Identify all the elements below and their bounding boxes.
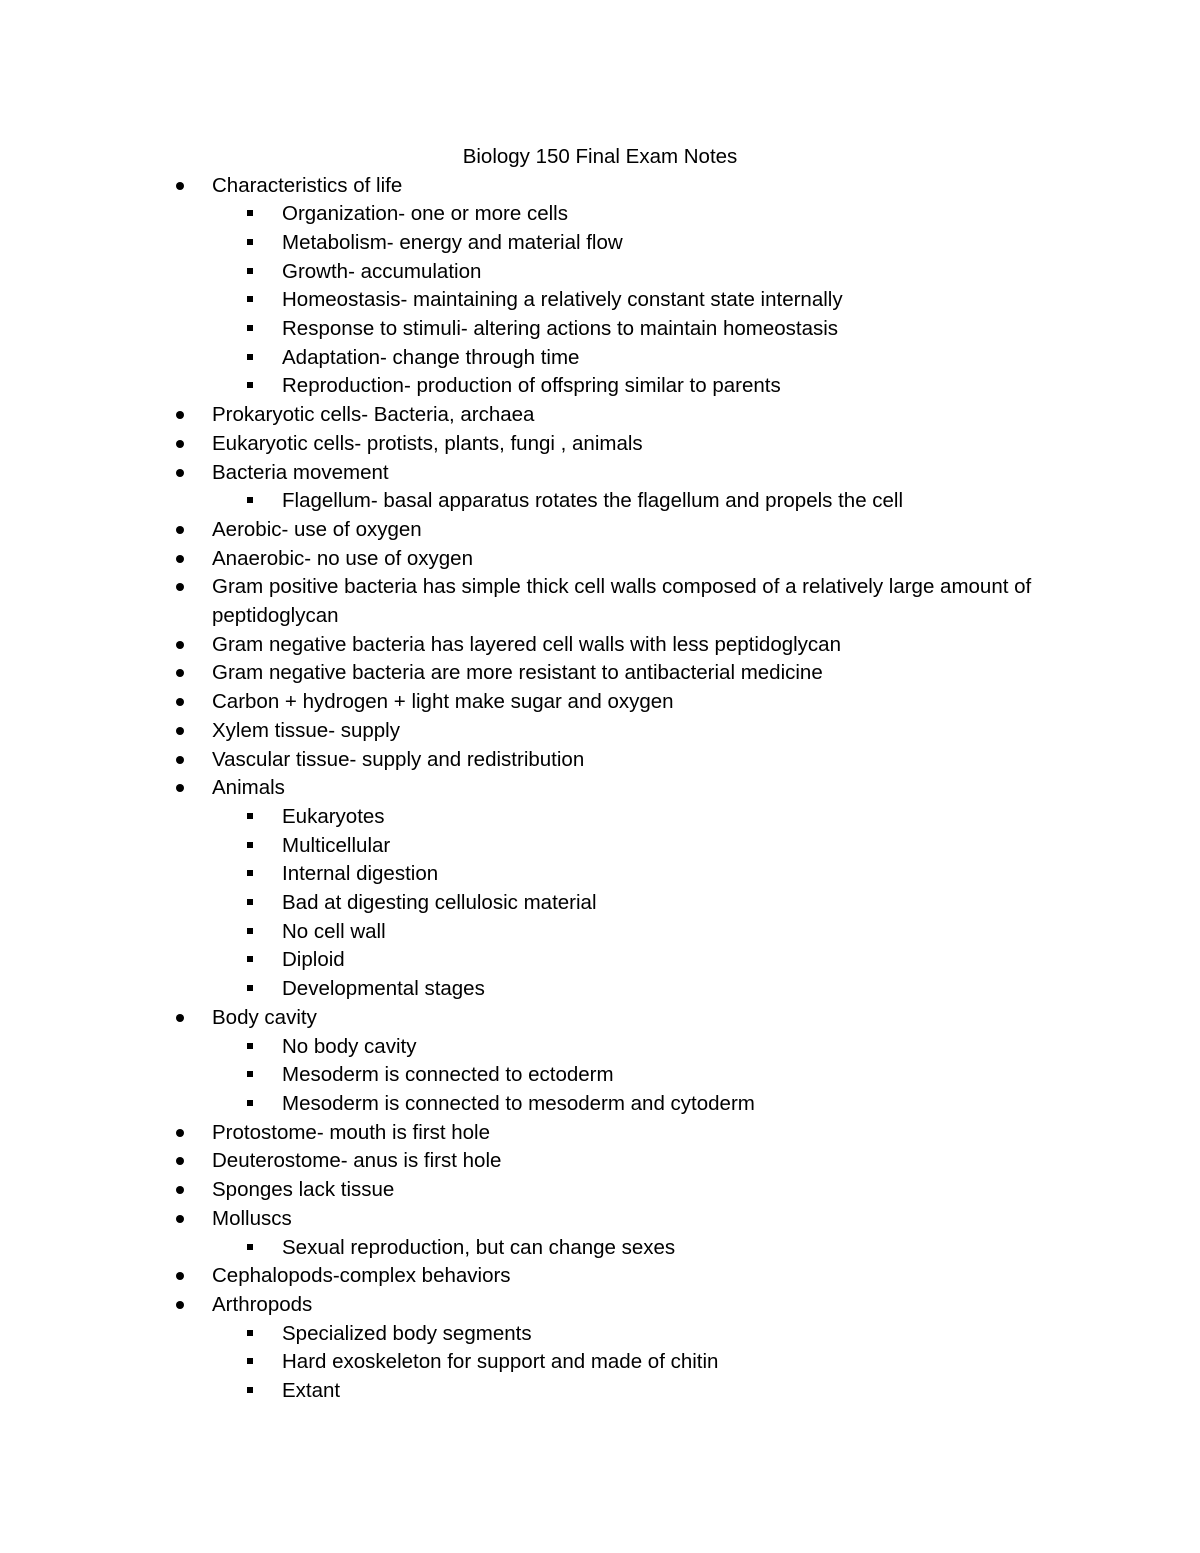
list-subitem-text: Mesoderm is connected to mesoderm and cytoderm (282, 1092, 755, 1115)
list-subitem-text: Developmental stages (282, 977, 485, 1001)
list-item (0, 1291, 1200, 1320)
list-item (0, 401, 1200, 430)
list-item-text: Vascular tissue- supply and redistribution (212, 747, 585, 771)
list-subitem-text: Metabolism- energy and material flow (282, 230, 623, 254)
list-subitem (0, 946, 1200, 975)
bullet-square-icon (247, 325, 253, 331)
list-item (0, 1262, 1200, 1291)
list-item-text: Gram negative bacteria are more resistant to antibacterial medicine (212, 661, 823, 685)
bullet-square-icon (247, 1043, 253, 1049)
list-item-text: Eukaryotic cells- protists, plants, fungi , animals (212, 431, 643, 455)
list-item-text: Prokaryotic cells- Bacteria, archaea (212, 403, 535, 427)
list-item-text: Body cavity (212, 1005, 317, 1029)
list-subitem-text: Multicellular (282, 833, 391, 857)
list-item-text: Bacteria movement (212, 460, 389, 484)
bullet-dot-icon (176, 526, 184, 534)
list-subitem (0, 918, 1200, 947)
bullet-dot-icon (176, 583, 184, 591)
bullet-dot-icon (176, 784, 184, 792)
bullet-square-icon (247, 354, 253, 360)
bullet-square-icon (247, 1244, 253, 1250)
bullet-square-icon (247, 985, 253, 991)
bullet-square-icon (247, 870, 253, 876)
bullet-dot-icon (176, 411, 184, 419)
list-subitem-text: Adaptation- change through time (282, 345, 580, 369)
list-subitem-text: Internal digestion (282, 862, 439, 886)
list-subitem (0, 1348, 1200, 1377)
list-item-text: Aerobic- use of oxygen (212, 517, 422, 541)
list-item-text: Sponges lack tissue (212, 1178, 395, 1202)
bullet-square-icon (247, 268, 253, 274)
bullet-dot-icon (176, 698, 184, 706)
list-subitem (0, 372, 1200, 401)
list-item-text: Gram negative bacteria has layered cell walls with less peptidoglycan (212, 632, 841, 656)
bullet-dot-icon (176, 1272, 184, 1280)
notes-list (0, 172, 1200, 1406)
list-item-text: Cephalopods-complex behaviors (212, 1264, 511, 1288)
list-subitem-text: Mesoderm is connected to ectoderm (282, 1063, 614, 1087)
list-item (0, 1176, 1200, 1205)
list-subitem (0, 315, 1200, 344)
list-item-text: Deuterostome- anus is first hole (212, 1149, 502, 1173)
bullet-square-icon (247, 1100, 253, 1106)
bullet-dot-icon (176, 555, 184, 563)
list-subitem-text: Homeostasis- maintaining a relatively constant state internally (282, 288, 843, 312)
bullet-square-icon (247, 1071, 253, 1077)
bullet-dot-icon (176, 469, 184, 477)
list-subitem (0, 258, 1200, 287)
list-subitem-text: Flagellum- basal apparatus rotates the flagellum and propels the cell (282, 489, 904, 513)
list-item (0, 430, 1200, 459)
list-subitem-text: Sexual reproduction, but can change sexes (282, 1235, 676, 1259)
list-subitem (0, 487, 1200, 516)
list-item (0, 1004, 1200, 1033)
list-subitem-text: No body cavity (282, 1034, 417, 1058)
list-subitem (0, 229, 1200, 258)
list-item-text: Anaerobic- no use of oxygen (212, 546, 473, 570)
bullet-dot-icon (176, 641, 184, 649)
bullet-dot-icon (176, 1186, 184, 1194)
list-subitem (0, 1377, 1200, 1406)
list-subitem (0, 860, 1200, 889)
bullet-square-icon (247, 813, 253, 819)
bullet-square-icon (247, 1330, 253, 1336)
list-subitem-text: Organization- one or more cells (282, 202, 568, 226)
list-item (0, 516, 1200, 545)
list-subitem (0, 1033, 1200, 1062)
list-item-text: Gram positive bacteria has simple thick cell walls composed of a relatively large amount of peptidoglycan (212, 575, 1032, 628)
list-item (0, 774, 1200, 803)
list-item (0, 746, 1200, 775)
list-subitem-text: Growth- accumulation (282, 259, 482, 283)
bullet-square-icon (247, 899, 253, 905)
list-item (0, 573, 1200, 630)
list-subitem-text: Bad at digesting cellulosic material (282, 891, 597, 915)
list-subitem (0, 803, 1200, 832)
list-item (0, 1119, 1200, 1148)
bullet-square-icon (247, 842, 253, 848)
list-subitem (0, 1061, 1200, 1090)
bullet-dot-icon (176, 1301, 184, 1309)
list-item-text: Characteristics of life (212, 173, 403, 197)
bullet-square-icon (247, 210, 253, 216)
bullet-square-icon (247, 928, 253, 934)
bullet-dot-icon (176, 1157, 184, 1165)
list-item-text: Carbon + hydrogen + light make sugar and oxygen (212, 690, 674, 714)
bullet-dot-icon (176, 727, 184, 735)
list-item (0, 459, 1200, 488)
list-item (0, 1147, 1200, 1176)
list-item (0, 172, 1200, 201)
list-item-text: Molluscs (212, 1206, 292, 1230)
list-subitem-text: Reproduction- production of offspring similar to parents (282, 374, 781, 398)
bullet-dot-icon (176, 1014, 184, 1022)
list-subitem (0, 286, 1200, 315)
list-subitem-text: No cell wall (282, 919, 386, 943)
list-subitem (0, 1090, 1200, 1119)
bullet-dot-icon (176, 756, 184, 764)
bullet-square-icon (247, 239, 253, 245)
list-item (0, 1205, 1200, 1234)
list-subitem (0, 200, 1200, 229)
bullet-dot-icon (176, 182, 184, 190)
bullet-dot-icon (176, 669, 184, 677)
list-subitem-text: Specialized body segments (282, 1321, 532, 1345)
list-item-text: Arthropods (212, 1292, 313, 1316)
bullet-square-icon (247, 1358, 253, 1364)
list-subitem (0, 1234, 1200, 1263)
list-subitem (0, 1320, 1200, 1349)
list-subitem-text: Hard exoskeleton for support and made of chitin (282, 1350, 719, 1374)
bullet-dot-icon (176, 1215, 184, 1223)
list-item-text: Animals (212, 776, 285, 800)
bullet-square-icon (247, 1387, 253, 1393)
bullet-square-icon (247, 382, 253, 388)
list-subitem-text: Eukaryotes (282, 804, 385, 828)
bullet-dot-icon (176, 1129, 184, 1137)
list-item (0, 545, 1200, 574)
list-subitem-text: Extant (282, 1379, 341, 1403)
list-item (0, 717, 1200, 746)
bullet-square-icon (247, 497, 253, 503)
list-subitem-text: Response to stimuli- altering actions to maintain homeostasis (282, 317, 839, 341)
list-item (0, 631, 1200, 660)
bullet-square-icon (247, 296, 253, 302)
list-item (0, 659, 1200, 688)
list-subitem (0, 344, 1200, 373)
list-subitem (0, 975, 1200, 1004)
list-item-text: Xylem tissue- supply (212, 718, 400, 742)
list-subitem-text: Diploid (282, 948, 345, 972)
list-item (0, 688, 1200, 717)
bullet-dot-icon (176, 440, 184, 448)
bullet-square-icon (247, 956, 253, 962)
list-subitem (0, 889, 1200, 918)
page-title: Biology 150 Final Exam Notes (462, 145, 738, 168)
list-subitem (0, 832, 1200, 861)
list-item-text: Protostome- mouth is first hole (212, 1120, 490, 1144)
